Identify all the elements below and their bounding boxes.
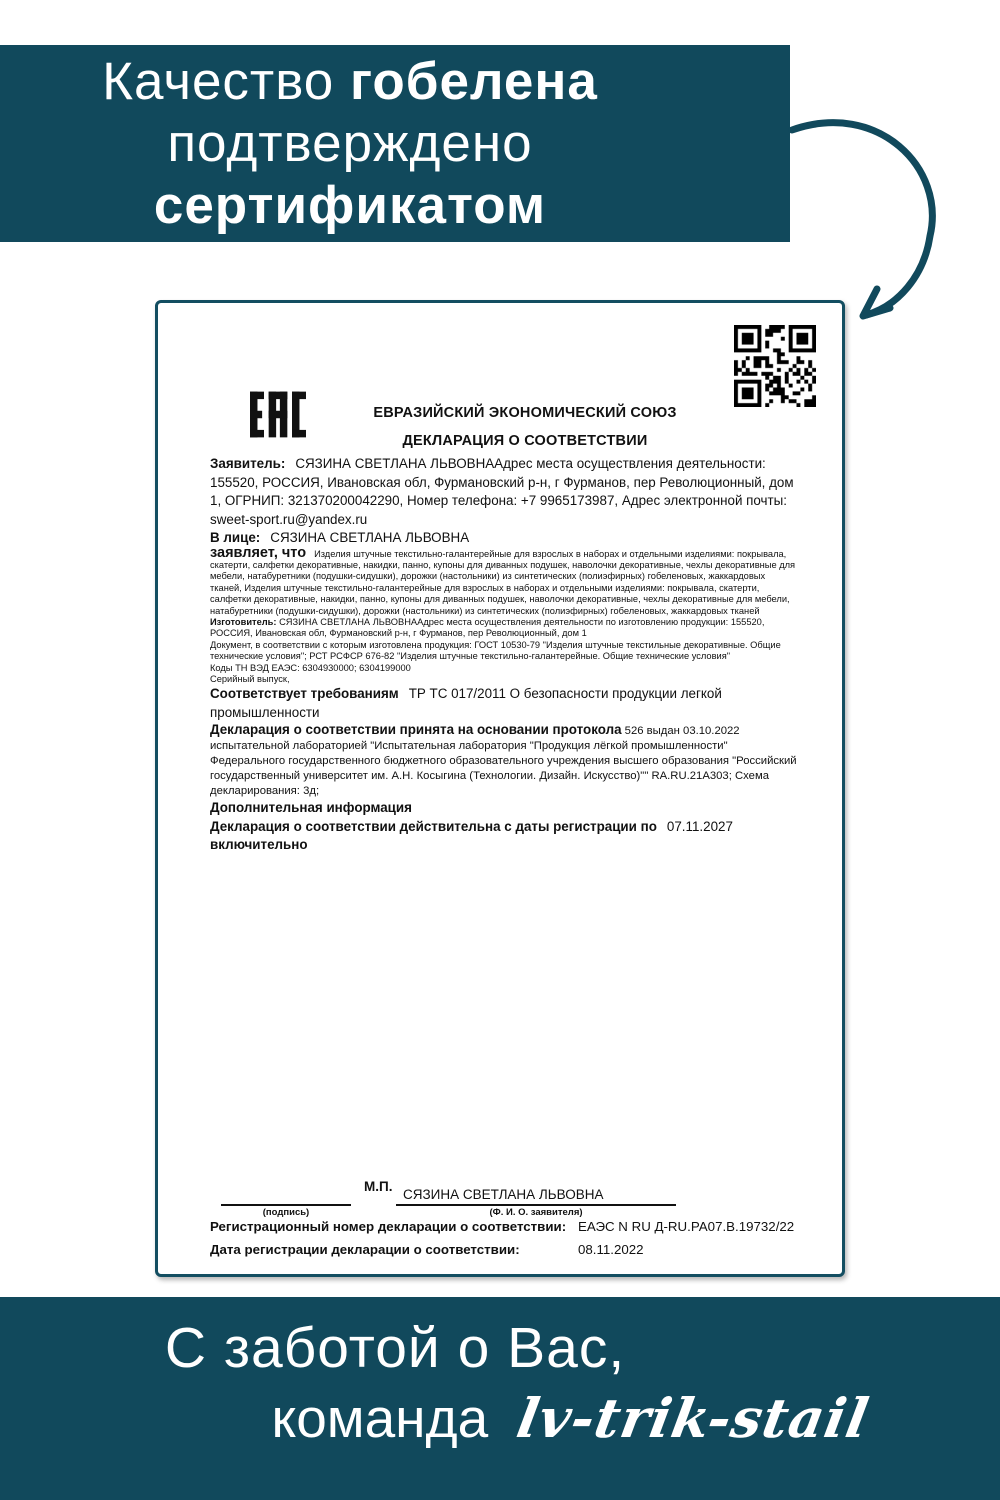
protocol-label: Декларация о соответствии принята на основании протокола <box>210 722 622 738</box>
validity-suffix: включительно <box>210 837 308 853</box>
stamp-place-label: М.П. <box>364 1179 393 1194</box>
reg-date-value: 08.11.2022 <box>578 1242 644 1257</box>
serial-paragraph: Серийный выпуск, <box>210 673 290 684</box>
manufacturer-text: СЯЗИНА СВЕТЛАНА ЛЬВОВНААдрес места осуществления деятельности по изготовлению продукции: 155520, РОССИЯ, Ивановская обл, Фурмановский р-н, г Фурманов, пер Революционный, дом 1 <box>210 616 765 639</box>
complies-label: Соответствует требованиям <box>210 686 399 702</box>
additional-info-label: Дополнительная информация <box>210 800 412 816</box>
banner-line-3: сертификатом <box>153 176 547 235</box>
document-paragraph: Документ, в соответствии с которым изготовлена продукция: ГОСТ 10530-79 "Изделия штучные текстильные декоративные. Общие технические условия"; РСТ РСФСР 676-82 "Изделия штучные текстильно-галантерейные. Общие технические условия" <box>210 639 781 662</box>
qr-code-icon <box>734 325 816 407</box>
declares-paragraph <box>210 544 798 617</box>
brand-script-text: lv-trik-stail <box>512 1386 875 1450</box>
complies-text: ТР ТС 017/2011 О безопасности продукции легкой промышленности <box>210 686 722 720</box>
top-banner <box>0 45 790 242</box>
applicant-paragraph <box>210 455 798 529</box>
curved-arrow-icon <box>778 108 963 328</box>
manufacturer-paragraph <box>210 617 798 640</box>
footer-line-1: С заботой о Вас, <box>164 1316 626 1380</box>
banner-line-2: подтверждено <box>167 114 533 173</box>
reg-date-label: Дата регистрации декларации о соответствии: <box>210 1242 520 1257</box>
signer-name: СЯЗИНА СВЕТЛАНА ЛЬВОВНА <box>403 1187 604 1202</box>
banner-line1-regular: Качество <box>102 52 350 111</box>
fio-line <box>396 1204 676 1206</box>
validity-label: Декларация о соответствии действительна с даты регистрации по <box>210 818 657 834</box>
applicant-text: СЯЗИНА СВЕТЛАНА ЛЬВОВНААдрес места осуществления деятельности: 155520, РОССИЯ, Ивановская обл, Фурмановский р-н, г Фурманов, пер Революционный, дом 1, ОГРНИП: 321370200042290, Номер телефона: +7 9965173987, Адрес электронной почты: sweet-sport.ru@yandex.ru <box>210 456 794 527</box>
banner-line1-bold: гобелена <box>349 52 598 111</box>
protocol-paragraph <box>210 722 798 799</box>
certificate-body <box>210 455 798 855</box>
applicant-label: Заявитель: <box>210 456 286 471</box>
validity-paragraph <box>210 818 798 855</box>
certificate-header-union: ЕВРАЗИЙСКИЙ ЭКОНОМИЧЕСКИЙ СОЮЗ <box>373 405 677 421</box>
certificate-header-declaration: ДЕКЛАРАЦИЯ О СООТВЕТСТВИИ <box>402 433 648 449</box>
footer-line-2 <box>70 1387 1000 1449</box>
validity-date: 07.11.2027 <box>666 818 733 834</box>
reg-number-value: ЕАЭС N RU Д-RU.РА07.В.19732/22 <box>578 1219 795 1234</box>
complies-paragraph <box>210 685 798 722</box>
declares-label: заявляет, что <box>210 544 307 561</box>
in-person-label: В лице: <box>210 530 261 545</box>
signature-caption: (подпись) <box>262 1207 310 1218</box>
reg-number-label: Регистрационный номер декларации о соответствии: <box>210 1219 567 1234</box>
bottom-banner <box>0 1297 1000 1500</box>
declares-text: Изделия штучные текстильно-галантерейные для взрослых в наборах и отдельными изделиями: покрывала, скатерти, салфетки декоративные, накидки, панно, купоны для диванных подушек, наволочки декоративные, чехлы декоративные для мебели, натабуретники (подушки-сидушки), дорожки (настольники) из синтетических (полиэфирных) гобеленовых, жаккардовых тканей, Изделия штучные текстильно-галантерейные для взрослых в наборах и отдельными изделиями: покрывала, скатерти, салфетки декоративные, накидки, панно, купоны для диванных подушек, наволочки декоративные, чехлы декоративные для мебели, натабуретники (подушки-сидушки), дорожки (настольники) из синтетических (полиэфирных) гобеленовых, жаккардовых тканей <box>210 548 796 616</box>
banner-line-1 <box>0 51 700 113</box>
codes-paragraph: Коды ТН ВЭД ЕАЭС: 6304930000; 6304199000 <box>210 662 411 673</box>
footer-team-text: команда <box>271 1387 489 1449</box>
certificate-document <box>155 300 845 1277</box>
fio-caption: (Ф. И. О. заявителя) <box>489 1207 583 1218</box>
manufacturer-label: Изготовитель: <box>210 616 277 627</box>
additional-info-paragraph <box>210 799 798 818</box>
signature-line <box>221 1204 351 1206</box>
in-person-text: СЯЗИНА СВЕТЛАНА ЛЬВОВНА <box>270 530 470 545</box>
protocol-text: 526 выдан 03.10.2022 испытательной лабораторией "Испытательная лаборатория "Продукция лёгкой промышленности" Федерального государственного бюджетного образовательного учреждения высшего образования "Российский государственный университет им. А.Н. Косыгина (Технологии. Дизайн. Искусство)"" RA.RU.21A303; Схема декларирования: 3д; <box>210 725 797 798</box>
